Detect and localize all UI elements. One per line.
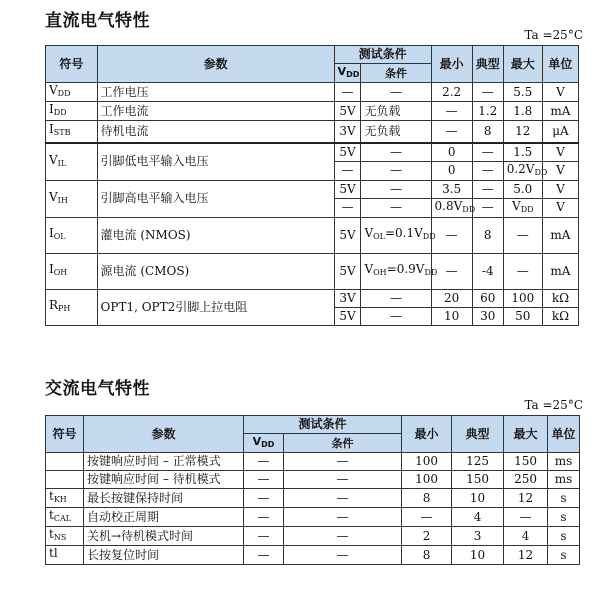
- table-cell-param: 引脚高电平输入电压: [97, 180, 334, 217]
- table-cell-typ: —: [472, 83, 503, 102]
- table-cell-min: —: [431, 121, 472, 143]
- table-cell-vdd: 5V: [334, 253, 361, 289]
- table-cell-vdd: 5V: [334, 307, 361, 325]
- table-cell-typ: 30: [472, 307, 503, 325]
- table-cell-vdd: 3V: [334, 121, 361, 143]
- table-cell-unit: V: [542, 161, 578, 180]
- ac-characteristics-table: [45, 415, 580, 565]
- ac-header-condition: 条件: [284, 434, 402, 453]
- table-cell-unit: V: [542, 198, 578, 217]
- table-cell-min: 100: [402, 453, 452, 471]
- table-cell-vdd: 3V: [334, 289, 361, 307]
- table-cell-min: $0.8V_{DD}$: [431, 198, 472, 217]
- table-cell-cond: —: [361, 161, 431, 180]
- table-cell-typ: 8: [472, 121, 503, 143]
- table-cell-unit: mA: [542, 253, 578, 289]
- table-cell-vdd: —: [244, 546, 284, 565]
- dc-header-vdd: $V_{DD}$: [334, 64, 361, 83]
- table-cell-cond: —: [284, 471, 402, 489]
- ac-header-min: 最小: [402, 416, 452, 453]
- table-cell-cond: —: [361, 198, 431, 217]
- table-cell-min: —: [402, 508, 452, 527]
- table-cell-symbol: $t_{CAL}$: [46, 508, 84, 527]
- table-row: [46, 471, 580, 489]
- table-cell-typ: 10: [452, 489, 504, 508]
- dc-header-param: 参数: [97, 46, 334, 83]
- table-row: [46, 453, 580, 471]
- table-cell-cond: $V_{OL}=0.1V_{DD}$: [361, 217, 431, 253]
- table-cell-vdd: 5V: [334, 217, 361, 253]
- table-cell-max: 50: [503, 307, 542, 325]
- table-cell-max: —: [503, 253, 542, 289]
- table-cell-param: 引脚低电平输入电压: [97, 143, 334, 181]
- table-cell-symbol: $V_{IL}$: [46, 143, 98, 181]
- table-cell-unit: ms: [548, 471, 580, 489]
- ac-header-param: 参数: [84, 416, 244, 453]
- table-cell-max: 150: [504, 453, 548, 471]
- table-cell-vdd: —: [244, 508, 284, 527]
- table-row: [46, 508, 580, 527]
- table-cell-unit: s: [548, 546, 580, 565]
- table-cell-min: —: [431, 217, 472, 253]
- table-cell-symbol: tl: [46, 546, 84, 565]
- table-cell-unit: V: [542, 180, 578, 198]
- table-cell-param: 关机→待机模式时间: [84, 527, 244, 546]
- table-cell-unit: s: [548, 508, 580, 527]
- table-cell-vdd: —: [244, 527, 284, 546]
- table-cell-min: —: [431, 102, 472, 121]
- table-cell-symbol: $I_{DD}$: [46, 102, 98, 121]
- table-cell-param: 工作电流: [97, 102, 334, 121]
- table-cell-param: 工作电压: [97, 83, 334, 102]
- ac-header-symbol: 符号: [46, 416, 84, 453]
- table-cell-param: 待机电流: [97, 121, 334, 143]
- table-cell-symbol: [46, 453, 84, 471]
- table-cell-param: 灌电流 (NMOS): [97, 217, 334, 253]
- table-cell-min: 10: [431, 307, 472, 325]
- table-cell-unit: mA: [542, 217, 578, 253]
- ac-header-test-cond: 测试条件: [244, 416, 402, 434]
- dc-header-test-cond: 测试条件: [334, 46, 431, 64]
- table-cell-cond: —: [361, 289, 431, 307]
- table-cell-max: 4: [504, 527, 548, 546]
- table-cell-min: —: [431, 253, 472, 289]
- table-cell-typ: 60: [472, 289, 503, 307]
- table-cell-min: 2.2: [431, 83, 472, 102]
- ac-header-unit: 单位: [548, 416, 580, 453]
- dc-header-unit: 单位: [542, 46, 578, 83]
- table-cell-max: 12: [504, 489, 548, 508]
- table-cell-vdd: —: [334, 198, 361, 217]
- table-cell-min: 0: [431, 143, 472, 162]
- table-cell-max: —: [503, 217, 542, 253]
- table-cell-max: 250: [504, 471, 548, 489]
- dc-header-max: 最大: [503, 46, 542, 83]
- table-cell-param: 长按复位时间: [84, 546, 244, 565]
- table-cell-min: 2: [402, 527, 452, 546]
- table-cell-min: 8: [402, 546, 452, 565]
- table-cell-cond: —: [361, 180, 431, 198]
- table-cell-max: $V_{DD}$: [503, 198, 542, 217]
- table-cell-symbol: $V_{DD}$: [46, 83, 98, 102]
- table-cell-unit: V: [542, 83, 578, 102]
- table-cell-unit: V: [542, 143, 578, 162]
- table-cell-cond: —: [361, 307, 431, 325]
- table-cell-min: 0: [431, 161, 472, 180]
- table-cell-symbol: [46, 471, 84, 489]
- table-cell-typ: —: [472, 180, 503, 198]
- table-cell-param: 按键响应时间 – 正常模式: [84, 453, 244, 471]
- table-cell-symbol: $I_{OH}$: [46, 253, 98, 289]
- table-cell-param: 源电流 (CMOS): [97, 253, 334, 289]
- table-cell-max: $0.2V_{DD}$: [503, 161, 542, 180]
- table-cell-max: 1.5: [503, 143, 542, 162]
- table-cell-symbol: $I_{OL}$: [46, 217, 98, 253]
- table-cell-cond: —: [284, 453, 402, 471]
- table-cell-max: 5.0: [503, 180, 542, 198]
- table-cell-typ: 1.2: [472, 102, 503, 121]
- table-cell-symbol: $t_{NS}$: [46, 527, 84, 546]
- table-cell-vdd: —: [244, 453, 284, 471]
- table-cell-unit: mA: [542, 102, 578, 121]
- table-cell-unit: kΩ: [542, 307, 578, 325]
- table-cell-min: 100: [402, 471, 452, 489]
- table-cell-cond: 无负载: [361, 102, 431, 121]
- table-cell-vdd: —: [244, 471, 284, 489]
- table-cell-typ: 125: [452, 453, 504, 471]
- table-cell-param: 自动校正周期: [84, 508, 244, 527]
- table-cell-max: 12: [503, 121, 542, 143]
- table-cell-unit: μA: [542, 121, 578, 143]
- table-cell-unit: kΩ: [542, 289, 578, 307]
- table-cell-param: 按键响应时间 – 待机模式: [84, 471, 244, 489]
- ac-section-title: 交流电气特性: [45, 379, 150, 399]
- dc-characteristics-table: [45, 45, 579, 326]
- table-cell-unit: s: [548, 527, 580, 546]
- table-cell-cond: —: [284, 489, 402, 508]
- dc-section-title: 直流电气特性: [45, 11, 150, 31]
- dc-header-typ: 典型: [472, 46, 503, 83]
- table-cell-vdd: 5V: [334, 180, 361, 198]
- table-cell-max: 12: [504, 546, 548, 565]
- table-cell-param: OPT1, OPT2引脚上拉电阻: [97, 289, 334, 325]
- ac-header-vdd: $V_{DD}$: [244, 434, 284, 453]
- table-cell-cond: —: [284, 508, 402, 527]
- ac-header-typ: 典型: [452, 416, 504, 453]
- table-cell-cond: $V_{OH}=0.9V_{DD}$: [361, 253, 431, 289]
- table-cell-vdd: —: [334, 161, 361, 180]
- table-cell-param: 最长按键保持时间: [84, 489, 244, 508]
- table-cell-typ: 8: [472, 217, 503, 253]
- table-cell-unit: ms: [548, 453, 580, 471]
- table-cell-cond: —: [361, 83, 431, 102]
- ac-temperature-note: Ta =25°C: [524, 398, 583, 412]
- dc-temperature-note: Ta =25°C: [524, 28, 583, 42]
- table-cell-vdd: 5V: [334, 143, 361, 162]
- table-cell-cond: —: [284, 546, 402, 565]
- table-cell-unit: s: [548, 489, 580, 508]
- table-cell-min: 3.5: [431, 180, 472, 198]
- table-cell-symbol: $t_{KH}$: [46, 489, 84, 508]
- dc-header-condition: 条件: [361, 64, 431, 83]
- table-cell-cond: —: [361, 143, 431, 162]
- table-cell-symbol: $V_{IH}$: [46, 180, 98, 217]
- table-cell-min: 8: [402, 489, 452, 508]
- table-row: [46, 546, 580, 565]
- dc-header-symbol: 符号: [46, 46, 98, 83]
- table-cell-typ: 3: [452, 527, 504, 546]
- table-row: [46, 527, 580, 546]
- table-cell-max: —: [504, 508, 548, 527]
- table-cell-cond: 无负载: [361, 121, 431, 143]
- table-cell-max: 5.5: [503, 83, 542, 102]
- table-cell-typ: -4: [472, 253, 503, 289]
- table-cell-symbol: $R_{PH}$: [46, 289, 98, 325]
- table-cell-typ: 150: [452, 471, 504, 489]
- table-cell-min: 20: [431, 289, 472, 307]
- table-cell-symbol: $I_{STB}$: [46, 121, 98, 143]
- dc-header-min: 最小: [431, 46, 472, 83]
- table-cell-vdd: 5V: [334, 102, 361, 121]
- table-cell-vdd: —: [244, 489, 284, 508]
- table-cell-max: 100: [503, 289, 542, 307]
- ac-header-max: 最大: [504, 416, 548, 453]
- table-cell-max: 1.8: [503, 102, 542, 121]
- table-cell-typ: —: [472, 161, 503, 180]
- table-cell-vdd: —: [334, 83, 361, 102]
- table-cell-typ: —: [472, 143, 503, 162]
- table-cell-typ: 4: [452, 508, 504, 527]
- table-cell-cond: —: [284, 527, 402, 546]
- table-row: [46, 489, 580, 508]
- table-cell-typ: 10: [452, 546, 504, 565]
- table-cell-typ: —: [472, 198, 503, 217]
